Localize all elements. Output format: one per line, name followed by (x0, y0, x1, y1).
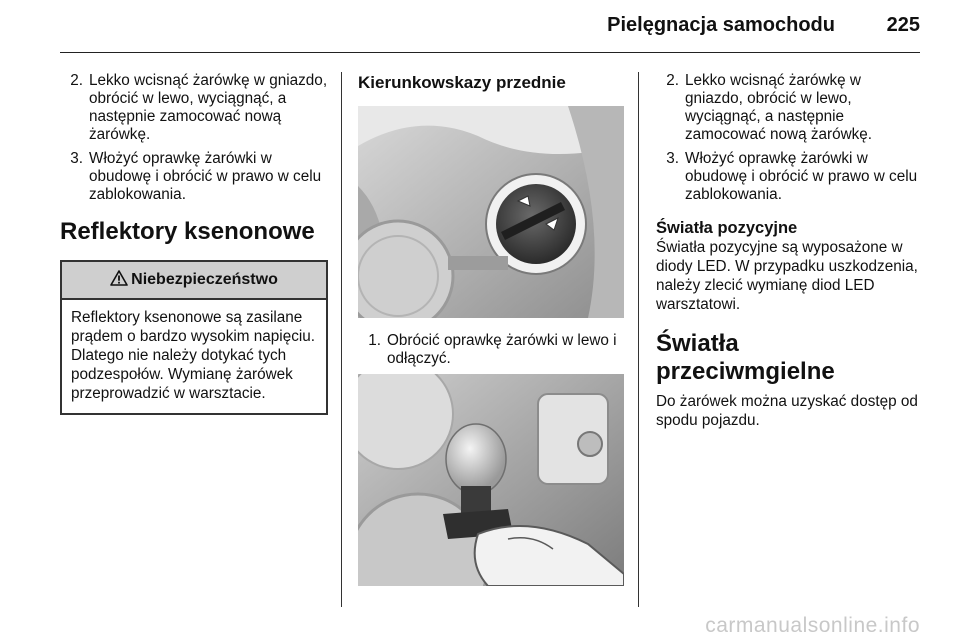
position-lights-text: Światła pozycyjne są wyposażone w diody LED. W przypadku uszkodzenia, należy zlecić wymianę diod LED warsztatowi. (656, 239, 918, 313)
step-number: 1 . (358, 332, 383, 368)
list-item (656, 150, 922, 204)
step-text: Włożyć oprawkę żarówki w obudowę i obrócić w prawo w celu zablokowania. (89, 150, 322, 203)
step-number: 3 . (60, 150, 85, 204)
column-divider-left (341, 72, 342, 607)
step-text: Włożyć oprawkę żarówki w obudowę i obrócić w prawo w celu zablokowania. (685, 150, 918, 203)
section-heading-turn-signals: Kierunkowskazy przednie (358, 73, 566, 92)
list-item (358, 332, 624, 368)
warning-body: Reflektory ksenonowe są zasilane prądem o bardzo wysokim napięciu. Dlatego nie należy dotykać tych podzespołów. Wymianę żarówek przeprowadzić w warsztacie. (71, 309, 316, 402)
warning-box (60, 260, 328, 415)
step-text: Lekko wcisnąć żarówkę w gniazdo, obrócić w lewo, wyciągnąć, a następnie zamocować nową żarówkę. (685, 72, 873, 143)
step-number: 2 . (656, 72, 681, 144)
left-column (60, 72, 328, 415)
list-item (60, 72, 328, 144)
step-text: Lekko wcisnąć żarówkę w gniazdo, obrócić w lewo, wyciągnąć, a następnie zamocować nową żarówkę. (89, 72, 328, 143)
section-heading-position-lights: Światła pozycyjne (656, 219, 798, 237)
section-heading-xenon: Reflektory ksenonowe (60, 218, 315, 245)
header-divider (60, 52, 920, 53)
list-item (656, 72, 922, 144)
warning-triangle-icon (110, 270, 128, 291)
photo-turn-signal-housing (358, 106, 624, 318)
warning-header (62, 262, 326, 300)
page-header-title: Pielęgnacja samochodu (607, 14, 835, 36)
steps-list (656, 72, 922, 204)
section-heading-fog-lights: Światła przeciwmgielne (656, 330, 835, 385)
page-number: 225 (886, 14, 920, 36)
step-number: 3 . (656, 150, 681, 204)
right-column (656, 72, 922, 430)
step-text: Obrócić oprawkę żarówki w lewo i odłączyć. (387, 332, 617, 367)
column-divider-right (638, 72, 639, 607)
steps-list (358, 332, 624, 368)
fog-lights-text: Do żarówek można uzyskać dostęp od spodu pojazdu. (656, 393, 918, 429)
list-item (60, 150, 328, 204)
step-number: 2 . (60, 72, 85, 144)
watermark: carmanualsonline.info (705, 614, 920, 637)
photo-bulb-removal (358, 374, 624, 586)
warning-title: Niebezpieczeństwo (131, 271, 278, 288)
middle-column (358, 72, 624, 586)
steps-list (60, 72, 328, 204)
